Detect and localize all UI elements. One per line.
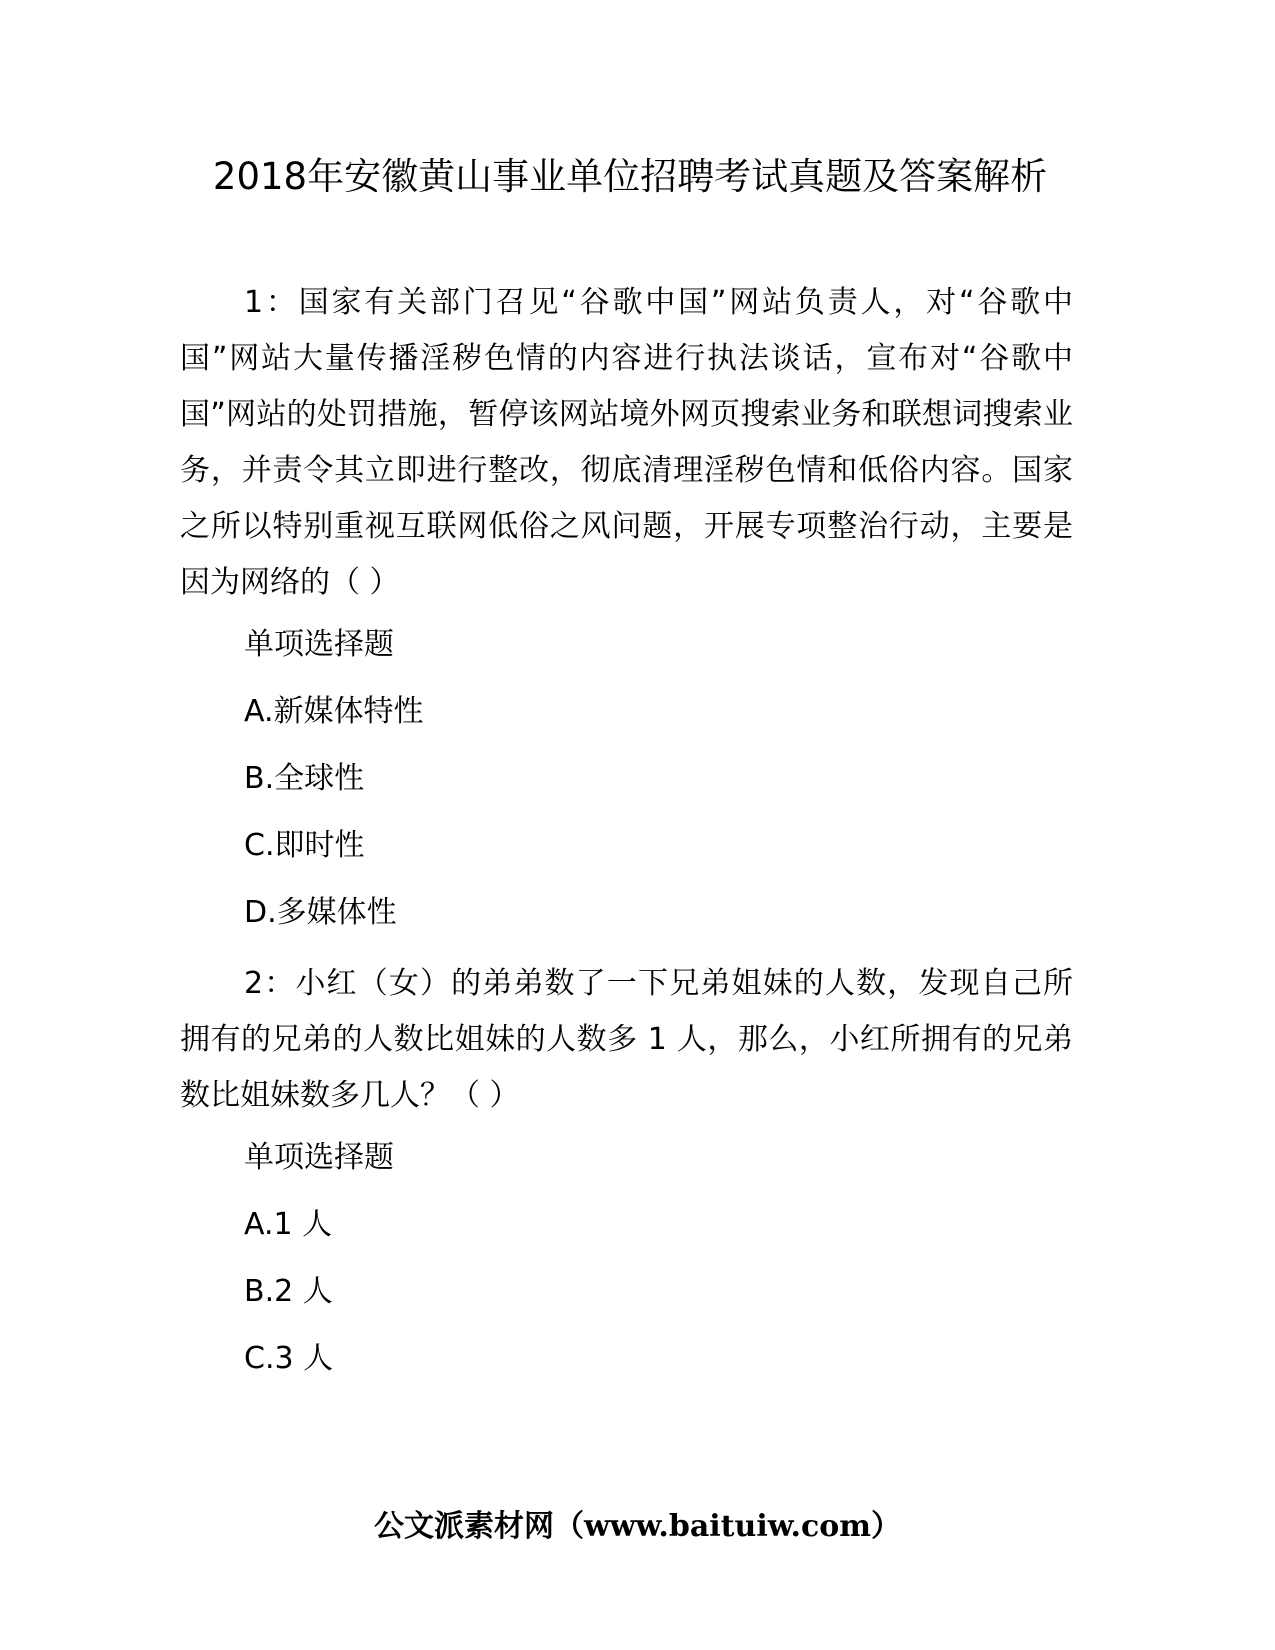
document-title: 2018年安徽黄山事业单位招聘考试真题及答案解析	[212, 155, 1048, 198]
question-2-option-b: B.2 人	[244, 1274, 333, 1309]
question-2-stem: 2：小红（女）的弟弟数了一下兄弟姐妹的人数，发现自己所拥有的兄弟的人数比姐妹的人数多 1 人，那么，小红所拥有的兄弟数比姐妹数多几人？（ ）	[180, 966, 1073, 1113]
question-1-option-b: B.全球性	[244, 761, 365, 796]
question-1-type: 单项选择题	[244, 627, 394, 662]
document-body	[180, 275, 1073, 1392]
question-2-option-c: C.3 人	[244, 1341, 334, 1376]
footer-source: 公文派素材网（www.baituiw.com）	[373, 1509, 902, 1544]
question-1-option-a: A.新媒体特性	[244, 694, 424, 729]
question-1-option-c: C.即时性	[244, 828, 365, 863]
question-2-option-a: A.1 人	[244, 1207, 333, 1242]
question-1-option-d: D.多媒体性	[244, 895, 397, 930]
question-2-type: 单项选择题	[244, 1140, 394, 1175]
question-1-stem: 1：国家有关部门召见“谷歌中国”网站负责人，对“谷歌中国”网站大量传播淫秽色情的内容进行执法谈话，宣布对“谷歌中国”网站的处罚措施，暂停该网站境外网页搜索业务和联想词搜索业务，并责令其立即进行整改，彻底清理淫秽色情和低俗内容。国家之所以特别重视互联网低俗之风问题，开展专项整治行动，主要是因为网络的（ ）	[180, 285, 1073, 600]
